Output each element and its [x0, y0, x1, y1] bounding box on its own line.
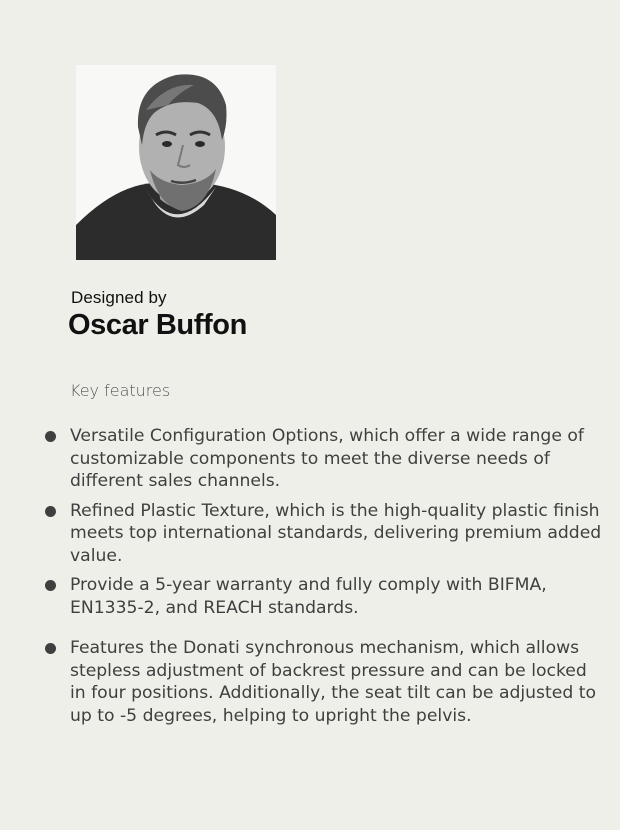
bullet-dot-icon: [45, 643, 56, 654]
key-features-heading: Key features: [70, 381, 171, 400]
designer-portrait-photo: [76, 65, 276, 260]
bullet-dot-icon: [45, 431, 56, 442]
feature-item-plastic-texture: [44, 500, 604, 568]
bullet-dot-icon: [45, 580, 56, 591]
feature-text: Versatile Configuration Options, which offer a wide range of customizable components to meet the diverse needs of different sales channels.: [70, 426, 584, 491]
feature-list: [44, 425, 604, 734]
designed-by-label: Designed by: [71, 288, 167, 307]
designer-name: Oscar Buffon: [68, 309, 247, 341]
feature-text: Features the Donati synchronous mechanism, which allows stepless adjustment of backrest pressure and can be locked in four positions. Additionally, the seat tilt can be adjusted to up to -5 degrees, helping to upright the pelvis.: [70, 638, 596, 726]
feature-item-warranty: [44, 574, 604, 619]
designer-portrait: [76, 65, 276, 260]
bullet-dot-icon: [45, 506, 56, 517]
feature-text: Provide a 5-year warranty and fully comply with BIFMA, EN1335-2, and REACH standards.: [70, 575, 547, 618]
feature-item-mechanism: [44, 637, 604, 727]
feature-text: Refined Plastic Texture, which is the high-quality plastic finish meets top international standards, delivering premium added value.: [70, 500, 602, 566]
feature-item-configuration: [44, 425, 604, 493]
